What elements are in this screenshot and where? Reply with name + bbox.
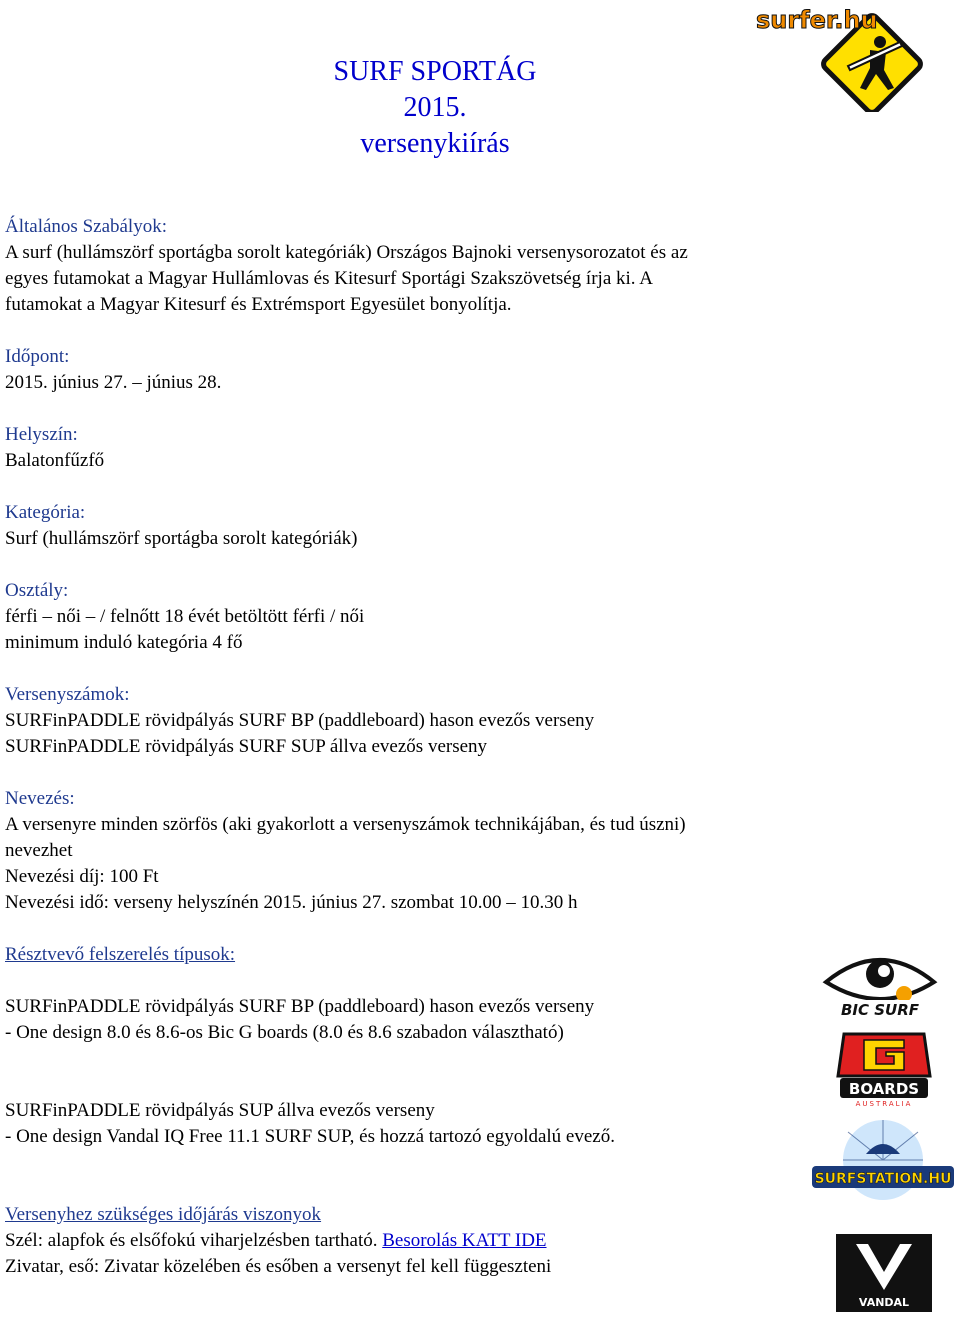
vandal-logo-text: VANDAL	[858, 1296, 910, 1309]
events-line-2: SURFinPADDLE rövidpályás SURF SUP állva evezős verseny	[5, 736, 488, 757]
class-line-1: férfi – női – / felnőtt 18 évét betöltött férfi / női	[5, 606, 365, 627]
document-body	[5, 214, 825, 1280]
category-heading: Kategória:	[5, 502, 86, 523]
category-value: Surf (hullámszörf sportágba sorolt kategóriák)	[5, 528, 358, 549]
entry-heading: Nevezés:	[5, 788, 75, 809]
entry-time: Nevezési idő: verseny helyszínén 2015. június 27. szombat 10.00 – 10.30 h	[5, 892, 578, 913]
title-line-1: SURF SPORTÁG	[333, 56, 537, 87]
equipment-sup-board: - One design Vandal IQ Free 11.1 SURF SUP, és hozzá tartozó egyoldalú evező.	[5, 1126, 615, 1147]
vandal-logo	[836, 1234, 932, 1312]
entry-line-1: A versenyre minden szörfös (aki gyakorlott a versenyszámok technikájában, és tud úszni)	[5, 814, 686, 835]
title-line-2: 2015.	[403, 92, 467, 123]
bic-surf-logo-text: BIC SURF	[840, 1001, 920, 1019]
document-title	[200, 54, 670, 162]
class-line-2: minimum induló kategória 4 fő	[5, 632, 243, 653]
classification-link[interactable]: Besorolás KATT IDE	[382, 1230, 547, 1251]
surfer-hu-logo	[752, 2, 924, 112]
equipment-bp-board: - One design 8.0 és 8.6-os Bic G boards (8.0 és 8.6 szabadon választható)	[5, 1022, 564, 1043]
weather-wind-line	[5, 1228, 825, 1254]
events-heading: Versenyszámok:	[5, 684, 130, 705]
equipment-heading: Résztvevő felszerelés típusok:	[5, 944, 236, 965]
equipment-sup-event: SURFinPADDLE rövidpályás SUP állva evezős verseny	[5, 1100, 435, 1121]
g-boards-logo-text: BOARDS	[848, 1080, 920, 1098]
surfstation-logo	[808, 1118, 958, 1202]
location-heading: Helyszín:	[5, 424, 78, 445]
weather-wind-text: Szél: alapfok és elsőfokú viharjelzésben tartható.	[5, 1230, 383, 1251]
general-rules-line-2: egyes futamokat a Magyar Hullámlovas és Kitesurf Sportági Szakszövetség írja ki. A	[5, 268, 653, 289]
equipment-bp-event: SURFinPADDLE rövidpályás SURF BP (paddleboard) hason evezős verseny	[5, 996, 595, 1017]
bic-surf-logo	[816, 944, 944, 1020]
general-rules-line-1: A surf (hullámszörf sportágba sorolt kategóriák) Országos Bajnoki versenysorozatot és az	[5, 242, 688, 263]
entry-fee: Nevezési díj: 100 Ft	[5, 866, 159, 887]
time-value: 2015. június 27. – június 28.	[5, 372, 222, 393]
surfstation-logo-text: SURFSTATION.HU	[814, 1171, 952, 1187]
surfer-hu-logo-text: surfer.hu	[756, 6, 878, 34]
events-line-1: SURFinPADDLE rövidpályás SURF BP (paddleboard) hason evezős verseny	[5, 710, 595, 731]
weather-storm-line: Zivatar, eső: Zivatar közelében és esőben a versenyt fel kell függeszteni	[5, 1256, 552, 1277]
general-rules-heading: Általános Szabályok:	[5, 216, 167, 237]
class-heading: Osztály:	[5, 580, 69, 601]
entry-line-2: nevezhet	[5, 840, 73, 861]
title-line-3: versenykiírás	[360, 128, 510, 159]
g-boards-logo-subtext: AUSTRALIA	[855, 1100, 913, 1108]
weather-heading: Versenyhez szükséges időjárás viszonyok	[5, 1204, 322, 1225]
time-heading: Időpont:	[5, 346, 70, 367]
g-boards-logo	[834, 1026, 934, 1108]
location-value: Balatonfűzfő	[5, 450, 105, 471]
general-rules-line-3: futamokat a Magyar Kitesurf és Extrémsport Egyesület bonyolítja.	[5, 294, 512, 315]
